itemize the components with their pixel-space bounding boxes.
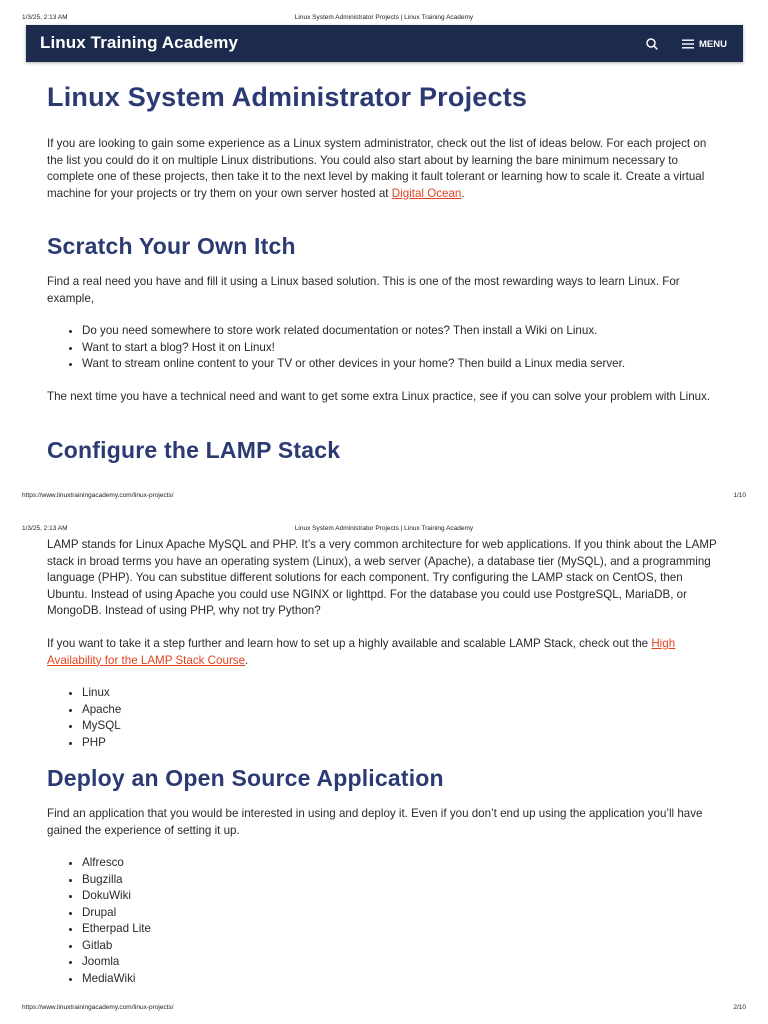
page-title: Linux System Administrator Projects: [47, 82, 528, 112]
list-item: • Want to start a blog? Host it on Linux!: [82, 340, 758, 357]
menu-label: MENU: [699, 38, 727, 50]
hamburger-icon: [682, 39, 694, 49]
list-item: • DokuWiki: [82, 888, 758, 905]
print-url-2: https://www.linuxtrainingacademy.com/linux-projects/: [22, 1004, 174, 1011]
scratch-paragraph: Find a real need you have and fill it using a Linux based solution. This is one of the most rewarding ways to learn Linux. For example,: [47, 275, 680, 305]
search-button[interactable]: [644, 36, 660, 52]
list-item: • Gitlab: [82, 938, 758, 955]
scratch-paragraph-2: The next time you have a technical need and want to get some extra Linux practice, see if you can solve your problem with Linux.: [47, 390, 711, 403]
list-item: • MySQL: [82, 718, 758, 735]
list-item: • Want to stream online content to your TV or other devices in your home? Then build a Linux media server.: [82, 356, 758, 373]
scratch-heading: Scratch Your Own Itch: [47, 233, 296, 259]
list-item: • Joomla: [82, 954, 758, 971]
menu-button[interactable]: [682, 36, 727, 52]
print-date: 1/3/25, 2:13 AM: [22, 14, 68, 21]
lamp-p2-end: .: [245, 653, 249, 667]
list-item: • PHP: [82, 735, 758, 752]
intro-paragraph: [47, 136, 723, 202]
search-icon: [644, 36, 660, 52]
list-item: • Linux: [82, 685, 758, 702]
list-item: • Bugzilla: [82, 872, 758, 889]
print-url: https://www.linuxtrainingacademy.com/linux-projects/: [22, 492, 174, 499]
deploy-list: [47, 855, 758, 987]
list-item: • Apache: [82, 702, 758, 719]
lamp-p2-text: If you want to take it a step further and learn how to set up a highly available and scalable LAMP Stack, check out the: [47, 637, 652, 650]
print-doc-title: Linux System Administrator Projects | Linux Training Academy: [294, 14, 474, 21]
list-item: • MediaWiki: [82, 971, 758, 988]
print-doc-title-2: Linux System Administrator Projects | Linux Training Academy: [294, 525, 474, 532]
page-number-2: 2/10: [733, 1004, 746, 1011]
site-navbar: [26, 25, 743, 62]
list-item: • Do you need somewhere to store work related documentation or notes? Then install a Wiki on Linux.: [82, 323, 758, 340]
list-item: • Alfresco: [82, 855, 758, 872]
scratch-list: [47, 323, 758, 373]
lamp-heading: Configure the LAMP Stack: [47, 437, 341, 463]
deploy-heading: Deploy an Open Source Application: [47, 765, 444, 791]
digital-ocean-link[interactable]: Digital Ocean: [391, 186, 462, 200]
lamp-paragraph-2: [47, 636, 723, 669]
lamp-list: [47, 685, 758, 751]
lamp-course-link[interactable]: High Availability for the LAMP Stack Course: [47, 637, 676, 667]
intro-text: If you are looking to gain some experience as a Linux system administrator, check out the list of ideas below. For each project on the list you could do it on multiple Linux distributions. You could also start about by learning the bare minimum necessary to complete one of these projects, then take it to the next level by making it fault tolerant or learning how to scale it. Create a virtual machine for your projects or try them on your own server hosted at: [47, 137, 707, 200]
lamp-paragraph: LAMP stands for Linux Apache MySQL and PHP. It’s a very common architecture for web applications. If you think about the LAMP stack in broad terms you have an operating system (Linux), a web server (Apache), a database tier (MySQL), and a programming language (PHP). You can substitue different solutions for each component. Try configuring the LAMP stack on CentOS, then Ubuntu. Instead of using Apache you could use NGINX or lighttpd. For the database you could use PostgreSQL, MariaDB, or MongoDB. Instead of using PHP, why not try Python?: [47, 538, 717, 617]
page-number: 1/10: [733, 492, 746, 499]
print-date-2: 1/3/25, 2:13 AM: [22, 525, 68, 532]
list-item: • Etherpad Lite: [82, 921, 758, 938]
site-brand[interactable]: Linux Training Academy: [40, 33, 239, 52]
intro-end: .: [461, 186, 465, 200]
deploy-paragraph: Find an application that you would be interested in using and deploy it. Even if you don’t end up using the application you’ll have gained the experience of setting it up.: [47, 807, 703, 837]
list-item: • Drupal: [82, 905, 758, 922]
